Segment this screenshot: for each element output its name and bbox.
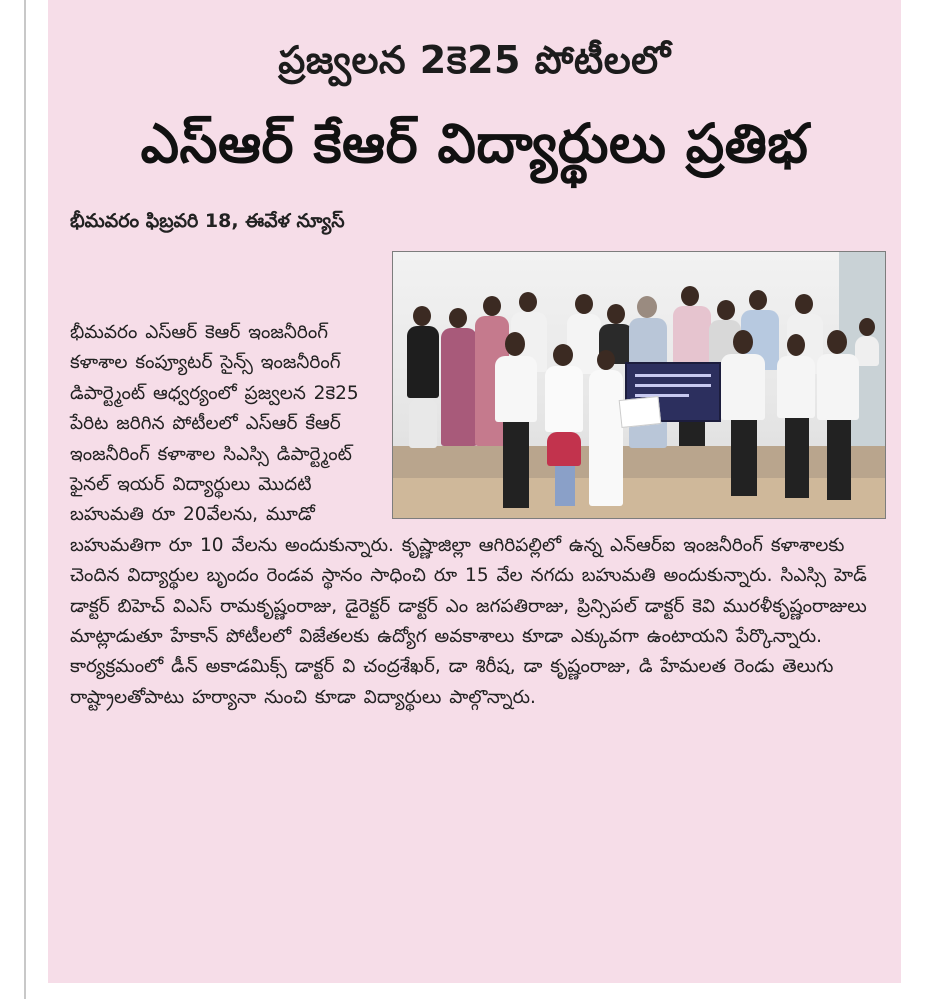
newspaper-clipping (48, 0, 901, 983)
photo-wrap-space (382, 318, 880, 526)
article-body-text: భీమవరం ఎస్ఆర్ కెఆర్ ఇంజనీరింగ్ కళాశాల కంప్యూటర్ సైన్స్ ఇంజనీరింగ్ డిపార్ట్మెంట్ ఆధ్వర్యంలో ప్రజ్వలన 2కె25 పేరిట జరిగిన పోటీలలో ఎస్ఆర్ కేఆర్ ఇంజనీరింగ్ కళాశాల సిఎస్సి డిపార్ట్మెంట్ ఫైనల్ ఇయర్ విద్యార్థులు మొదటి బహుమతి రూ 20వేలను, మూడో బహుమతిగా రూ 10 వేలను అందుకున్నారు. కృష్ణాజిల్లా ఆగిరిపల్లిలో ఉన్న ఎన్ఆర్ఐ ఇంజనీరింగ్ కళాశాలకు చెందిన విద్యార్థుల బృందం రెండవ స్థానం సాధించి రూ 15 వేల నగదు బహుమతి అందుకున్నారు. సిఎస్సి హెడ్ డాక్టర్ బిహెచ్ విఎస్ రామకృష్ణంరాజు, డైరెక్టర్ డాక్టర్ ఎం జగపతిరాజు, ప్రిన్సిపల్ డాక్టర్ కెవి మురళీకృష్ణంరాజులు మాట్లాడుతూ హేకాన్ పోటీలలో విజేతలకు ఉద్యోగ అవకాశాలు కూడా ఎక్కువగా ఉంటాయని పేర్కొన్నారు. కార్యక్రమంలో డీన్ అకాడమిక్స్ డాక్టర్ వి చంద్రశేఖర్, డా శిరీష, డా కృష్ణంరాజు, డి హేమలత రెండు తెలుగు రాష్ట్రాలతోపాటు హర్యానా నుంచి కూడా విద్యార్థులు పాల్గొన్నారు. (70, 322, 867, 708)
headline-line-2: ఎస్ఆర్ కేఆర్ విద్యార్థులు ప్రతిభ (140, 112, 809, 175)
page-margin-rule (24, 0, 26, 999)
article-body (70, 318, 880, 713)
dateline: భీమవరం ఫిబ్రవరి 18, ఈవేళ న్యూస్ (70, 210, 345, 232)
headline-line-1: ప్రజ్వలన 2కె25 పోటీలలో (278, 38, 671, 82)
cut-off-previous-text (108, 0, 408, 4)
